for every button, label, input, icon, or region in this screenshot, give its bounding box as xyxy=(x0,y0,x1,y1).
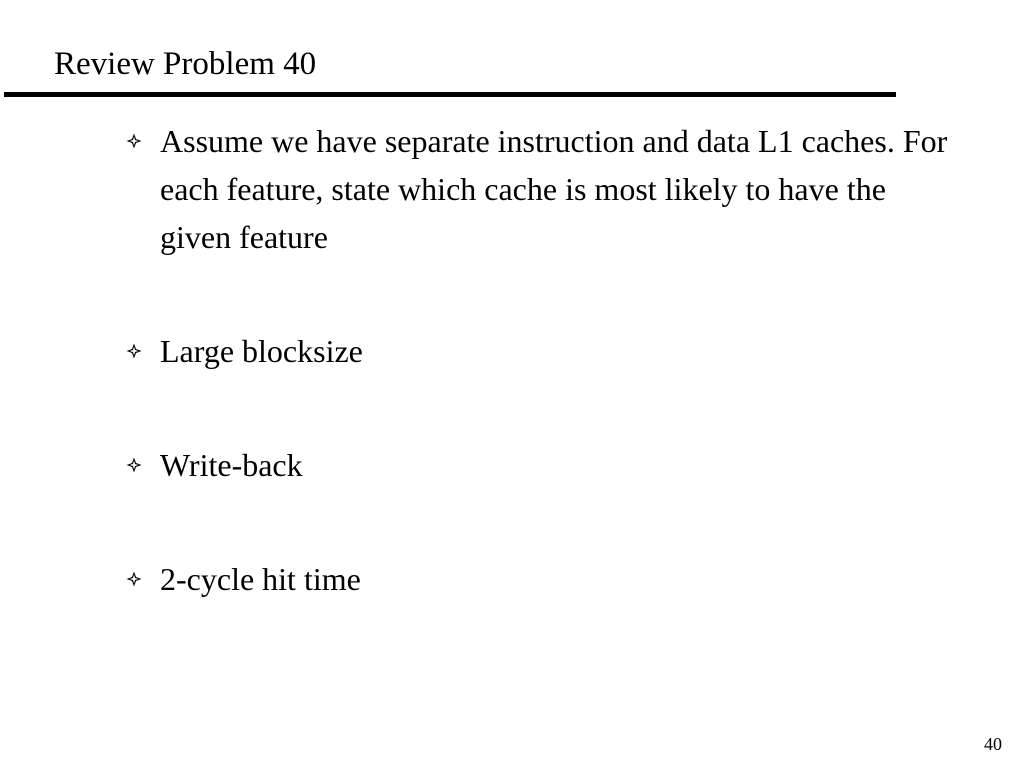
four-petal-diamond-icon xyxy=(126,457,142,473)
bullet-item xyxy=(160,327,960,375)
page-number: 40 xyxy=(984,734,1002,754)
slide-title: Review Problem 40 xyxy=(54,46,317,82)
four-petal-diamond-icon xyxy=(126,133,142,149)
bullet-text: 2-cycle hit time xyxy=(160,561,361,597)
bullet-text: Write-back xyxy=(160,447,303,483)
bullet-item xyxy=(160,555,960,603)
bullet-item xyxy=(160,441,960,489)
bullet-text: Assume we have separate instruction and data L1 caches. For each feature, state which cache is most likely to have the given feature xyxy=(160,123,948,255)
bullet-item xyxy=(160,117,950,261)
four-petal-diamond-icon xyxy=(126,571,142,587)
four-petal-diamond-icon xyxy=(126,343,142,359)
bullet-text: Large blocksize xyxy=(160,333,363,369)
